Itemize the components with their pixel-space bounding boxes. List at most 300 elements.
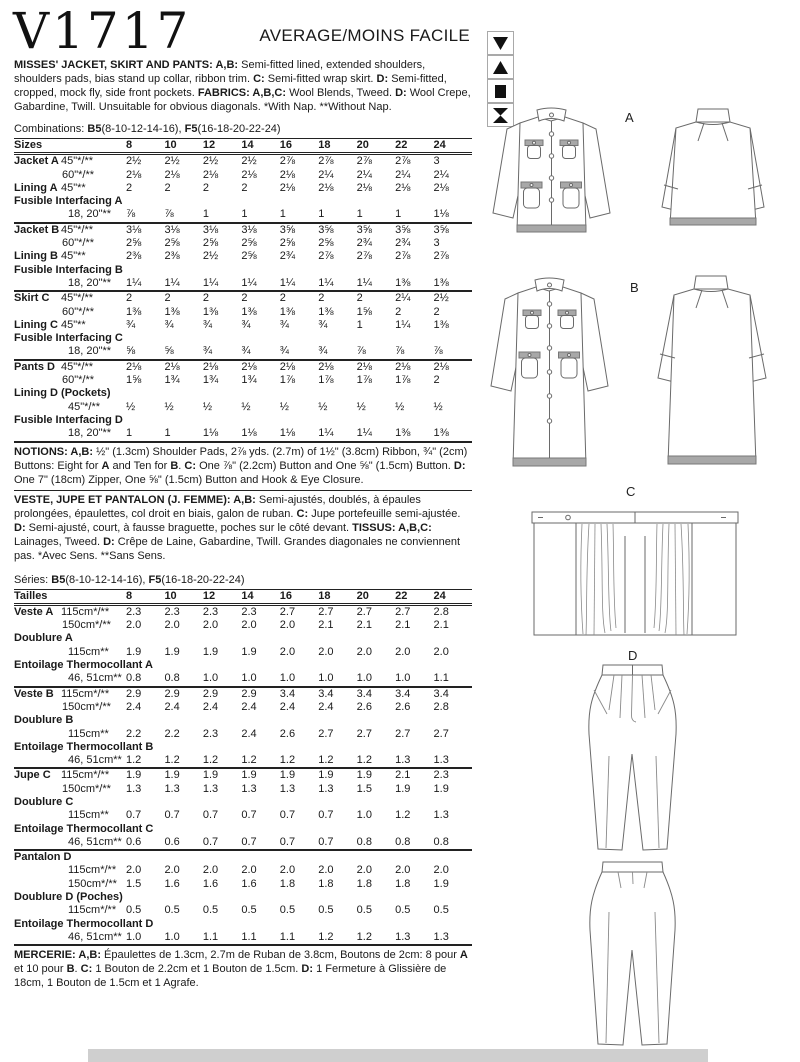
table-cell: ¾	[318, 318, 328, 331]
difficulty-label: AVERAGE/MOINS FACILE	[259, 26, 470, 45]
table-cell: 1⅜	[395, 276, 411, 289]
table-cell: 1.9	[433, 877, 449, 890]
table-row	[14, 904, 472, 917]
table-row	[14, 728, 472, 741]
table-cell: 2.4	[318, 700, 334, 713]
table-cell: 20	[356, 139, 369, 151]
table-cell: Pantalon D	[14, 851, 72, 864]
table-cell: 1.8	[318, 877, 334, 890]
table-cell: 2⅛	[126, 168, 142, 181]
table-cell: 24	[433, 589, 446, 602]
table-cell: 3⅝	[395, 223, 411, 236]
table-cell: Lining D (Pockets)	[14, 387, 111, 400]
table-row	[14, 264, 472, 277]
table-cell: 1⅜	[241, 305, 257, 318]
table-cell: 46, 51cm**	[68, 672, 122, 685]
table-cell: 1.0	[241, 672, 257, 685]
down-triangle-icon	[487, 31, 514, 55]
table-cell: 18, 20"**	[68, 208, 112, 221]
table-cell: 1¾	[241, 374, 257, 387]
table-cell: 2⅛	[164, 168, 180, 181]
table-cell: 2.0	[318, 864, 334, 877]
table-cell: 2.3	[241, 605, 257, 618]
table-cell: 2	[356, 292, 363, 305]
table-cell: 2⅞	[433, 250, 449, 263]
table-cell: ⅝	[164, 345, 174, 358]
up-triangle-icon	[487, 55, 514, 79]
table-cell: 0.8	[395, 835, 411, 848]
table-cell: Doublure A	[14, 632, 73, 645]
table-cell: 0.5	[279, 904, 296, 917]
table-cell: 1⅜	[433, 427, 449, 440]
table-cell: 1.2	[126, 754, 142, 767]
table-cell: 1	[356, 208, 363, 221]
table-cell: 2.2	[126, 727, 142, 740]
table-cell: 2.4	[241, 727, 257, 740]
table-cell: 2½	[202, 250, 219, 263]
table-row	[14, 823, 472, 836]
table-cell: 1.3	[433, 809, 449, 822]
table-cell: 2⅞	[356, 250, 372, 263]
combinations-line: Combinations: B5(8-10-12-14-16), F5(16-18-20-22-24)	[14, 122, 472, 139]
table-cell: 150cm*/**	[68, 877, 117, 890]
table-cell: 1.9	[202, 645, 219, 658]
jacket-b-back-drawing	[638, 274, 788, 474]
table-cell: 1.1	[279, 930, 296, 943]
table-cell: 1¼	[356, 276, 372, 289]
table-cell: 1.3	[126, 782, 142, 795]
table-cell: 2	[241, 292, 248, 305]
table-row	[14, 659, 472, 672]
table-cell: 1.5	[356, 782, 372, 795]
table-cell: ⅞	[164, 208, 174, 221]
table-cell: 18, 20"**	[68, 345, 112, 358]
table-cell: 2⅛	[395, 360, 411, 373]
table-cell: 1⅛	[241, 427, 257, 440]
table-cell: 0.7	[241, 835, 257, 848]
table-row	[14, 632, 472, 645]
table-cell: 2.0	[279, 619, 296, 632]
table-cell: 2⅝	[126, 237, 142, 250]
table-cell: ½	[279, 400, 289, 413]
table-cell: 3.4	[356, 687, 372, 700]
table-cell: 12	[202, 589, 216, 602]
table-cell: 150cm*/**	[62, 619, 111, 632]
pants-d-back-drawing	[578, 854, 688, 1054]
table-cell: Skirt C 45"*/**	[14, 292, 94, 305]
table-cell: 2	[202, 181, 209, 194]
table-cell: 3⅝	[279, 223, 296, 236]
table-cell: 2.7	[356, 605, 372, 618]
table-cell: 1.9	[433, 782, 449, 795]
table-cell: 2⅞	[395, 155, 411, 168]
table-cell: 2.7	[433, 727, 449, 740]
pattern-number: V1717	[13, 2, 192, 60]
yardage-table-metric	[14, 590, 472, 947]
table-cell: Lining A 45"**	[14, 181, 86, 194]
table-cell: 2.4	[126, 700, 142, 713]
table-cell: 2.9	[241, 687, 257, 700]
table-cell: 1.8	[356, 877, 372, 890]
table-cell: 1.1	[241, 930, 257, 943]
table-cell: 2	[126, 292, 133, 305]
table-cell: 1.6	[241, 877, 257, 890]
table-cell: 18	[318, 139, 331, 151]
table-cell: 2.6	[356, 700, 372, 713]
table-cell: 2.1	[395, 619, 411, 632]
text-column	[14, 58, 472, 990]
table-cell: Entoilage Thermocollant C	[14, 822, 154, 835]
table-cell: 2⅝	[318, 237, 334, 250]
table-cell: 2	[433, 374, 440, 387]
table-cell: 1	[164, 427, 171, 440]
table-cell: 2.4	[279, 700, 296, 713]
table-row	[14, 672, 472, 685]
table-cell: ¾	[279, 345, 289, 358]
table-cell: 2⅜	[126, 250, 142, 263]
table-cell: 1.9	[395, 782, 411, 795]
table-row	[14, 401, 472, 414]
table-cell: 1¼	[318, 427, 334, 440]
table-cell: 1¼	[279, 276, 296, 289]
table-cell: 0.7	[164, 809, 180, 822]
table-cell: 2.0	[126, 619, 142, 632]
table-cell: 2.3	[202, 605, 219, 618]
table-cell: 2⅛	[164, 360, 180, 373]
table-cell: 1.9	[279, 769, 296, 782]
table-cell: 2	[318, 292, 325, 305]
table-row	[14, 754, 472, 767]
table-row	[14, 849, 472, 864]
table-cell: 1⅛	[202, 427, 219, 440]
table-cell: 115cm*/**	[68, 864, 117, 877]
table-cell: ¾	[318, 345, 328, 358]
table-cell: Entoilage Thermocollant A	[14, 659, 153, 672]
table-cell: 2.7	[318, 727, 334, 740]
table-cell: 1¼	[395, 318, 411, 331]
table-cell: 0.5	[126, 904, 142, 917]
table-cell: 2.7	[279, 605, 296, 618]
table-cell: 10	[164, 139, 177, 151]
table-cell: 1.0	[356, 809, 372, 822]
table-cell: 0.5	[164, 904, 180, 917]
table-cell: 2.0	[202, 864, 219, 877]
table-cell: 2.0	[433, 645, 449, 658]
table-cell: 2¼	[356, 168, 372, 181]
table-cell: ½	[433, 400, 443, 413]
table-cell: 0.7	[202, 835, 219, 848]
table-cell: 2¼	[433, 168, 449, 181]
table-cell: 2¼	[318, 168, 334, 181]
table-cell: 2⅛	[433, 360, 449, 373]
table-row	[14, 809, 472, 822]
table-cell: 2.1	[395, 769, 411, 782]
table-cell: 2⅜	[164, 250, 180, 263]
table-cell: 150cm*/**	[62, 700, 111, 713]
table-cell: 1⅜	[433, 318, 449, 331]
table-cell: 46, 51cm**	[68, 835, 122, 848]
table-cell: 16	[279, 139, 293, 151]
table-cell: 2.0	[433, 864, 449, 877]
table-cell: 115cm**	[68, 645, 109, 658]
table-cell: 0.5	[241, 904, 257, 917]
table-cell: 2½	[433, 292, 449, 305]
table-cell: 2.9	[164, 687, 180, 700]
table-row	[14, 222, 472, 237]
table-row	[14, 878, 472, 891]
table-cell: 2.1	[318, 619, 334, 632]
table-cell: 2.3	[126, 605, 142, 618]
table-cell: ¾	[202, 318, 213, 331]
table-row	[14, 345, 472, 358]
table-row	[14, 796, 472, 809]
table-cell: 2⅛	[126, 360, 142, 373]
table-cell: 0.5	[202, 904, 219, 917]
bottom-edge-band	[88, 1049, 708, 1062]
table-row	[14, 208, 472, 221]
table-cell: 0.5	[433, 904, 449, 917]
table-cell: 2⅛	[279, 360, 296, 373]
table-cell: 1	[356, 318, 363, 331]
table-cell: 2⅞	[318, 250, 334, 263]
table-cell: 3⅝	[318, 223, 334, 236]
table-cell: 2.0	[164, 619, 180, 632]
table-cell: Veste A 115cm*/**	[14, 605, 110, 618]
table-row	[14, 237, 472, 250]
table-cell: Doublure D (Poches)	[14, 891, 123, 904]
table-cell: Entoilage Thermocollant B	[14, 740, 154, 753]
table-cell: 60"*/**	[62, 168, 95, 181]
table-cell: 1.2	[279, 754, 296, 767]
table-cell: 2⅛	[318, 360, 334, 373]
table-cell: 1⅜	[202, 305, 219, 318]
table-cell: Fusible Interfacing C	[14, 332, 123, 345]
jacket-a-back-drawing	[642, 107, 784, 247]
table-cell: Doublure B	[14, 714, 74, 727]
table-cell: 1.9	[356, 769, 372, 782]
table-cell: 2.0	[395, 864, 411, 877]
table-cell: 1.2	[241, 754, 257, 767]
table-cell: 0.8	[126, 672, 142, 685]
table-cell: 22	[395, 139, 408, 151]
table-cell: 1⅜	[279, 305, 296, 318]
table-cell: 2¼	[395, 292, 411, 305]
table-cell: 1⅛	[279, 427, 296, 440]
table-cell: 1⅜	[164, 305, 180, 318]
table-cell: 1	[202, 208, 209, 221]
table-cell: 2.0	[164, 864, 180, 877]
table-cell: 1¾	[164, 374, 180, 387]
table-row	[14, 359, 472, 374]
table-cell: 1⅞	[279, 374, 296, 387]
table-row	[14, 374, 472, 387]
table-row	[14, 306, 472, 319]
table-cell: 8	[126, 589, 133, 602]
table-cell: 150cm*/**	[62, 782, 111, 795]
table-cell: 115cm**	[68, 727, 109, 740]
table-cell: 1.9	[126, 645, 142, 658]
table-cell: 8	[126, 139, 133, 151]
table-row	[14, 195, 472, 208]
table-cell: 0.5	[318, 904, 334, 917]
table-cell: ⅞	[356, 345, 366, 358]
table-cell: 1⅞	[356, 374, 372, 387]
description-english: MISSES' JACKET, SKIRT AND PANTS: A,B: Semi-fitted lined, extended shoulders, shoulders pads, bias stand up collar, ribbon trim. C: Semi-fitted wrap skirt. D: Semi-fitted, cropped, mock fly, side front pockets. FABRICS: A,B,C: Wool Blends, Tweed. D: Wool Crepe, Gabardine, Twill. Unsuitable for obvious diagonals. *With Nap. **Without Nap.	[14, 59, 471, 113]
table-cell: 2.1	[433, 619, 449, 632]
table-cell: 2.0	[241, 619, 257, 632]
table-cell: 1⅞	[318, 374, 334, 387]
table-cell: 0.7	[126, 809, 142, 822]
table-cell: 45"*/**	[68, 400, 101, 413]
table-cell: 0.8	[433, 835, 449, 848]
table-cell: ½	[318, 400, 328, 413]
table-cell: 2	[126, 181, 133, 194]
table-cell: 2¼	[395, 168, 411, 181]
table-cell: 1.3	[241, 782, 257, 795]
table-cell: 2.0	[356, 864, 372, 877]
table-cell: 3	[433, 155, 440, 168]
table-cell: Pants D 45"*/**	[14, 360, 94, 373]
table-row	[14, 783, 472, 796]
table-cell: 1⅜	[433, 276, 449, 289]
table-cell: Sizes	[14, 139, 43, 151]
table-cell: 1.9	[241, 769, 257, 782]
table-cell: 1.1	[202, 930, 219, 943]
table-cell: 1¼	[126, 276, 142, 289]
table-cell: 2½	[202, 155, 219, 168]
table-cell: 1.0	[318, 672, 334, 685]
table-cell: Fusible Interfacing D	[14, 413, 123, 426]
table-cell: 2.6	[279, 727, 296, 740]
table-cell: 2½	[164, 155, 180, 168]
table-cell: 1.8	[279, 877, 296, 890]
table-cell: 2¾	[395, 237, 411, 250]
table-cell: 2⅛	[318, 181, 334, 194]
table-cell: ¾	[241, 318, 251, 331]
table-cell: 1.0	[164, 930, 180, 943]
table-cell: 0.8	[164, 672, 180, 685]
table-cell: Tailles	[14, 589, 48, 602]
table-cell: 1.9	[164, 769, 180, 782]
table-cell: 2.0	[126, 864, 142, 877]
table-cell: 2	[164, 181, 171, 194]
table-cell: Lining C 45"**	[14, 318, 86, 331]
table-cell: 1	[241, 208, 248, 221]
table-cell: 1.5	[126, 877, 142, 890]
table-cell: 0.5	[356, 904, 372, 917]
pants-d-front-drawing	[576, 656, 690, 858]
table-row	[14, 387, 472, 400]
table-cell: 0.8	[356, 835, 372, 848]
table-cell: 1.3	[395, 754, 411, 767]
table-row	[14, 319, 472, 332]
table-cell: 2⅛	[356, 181, 372, 194]
table-cell: 2.0	[279, 645, 296, 658]
table-cell: 2.8	[433, 700, 449, 713]
table-cell: ¾	[279, 318, 289, 331]
table-cell: 2⅝	[241, 237, 257, 250]
table-cell: Lining B 45"**	[14, 250, 86, 263]
view-label-a: A	[625, 110, 634, 125]
table-cell: 0.5	[395, 904, 411, 917]
table-cell: 1.1	[433, 672, 449, 685]
table-row	[14, 414, 472, 427]
table-cell: ⅞	[433, 345, 443, 358]
table-cell: 1.8	[395, 877, 411, 890]
table-row	[14, 864, 472, 877]
view-label-d: D	[628, 648, 638, 663]
table-cell: 2.0	[202, 619, 219, 632]
table-cell: 3.4	[279, 687, 296, 700]
table-cell: 2⅝	[202, 237, 219, 250]
table-cell: 20	[356, 589, 369, 602]
table-cell: 1.3	[433, 930, 449, 943]
table-cell: 1.0	[126, 930, 142, 943]
table-cell: Jupe C 115cm*/**	[14, 769, 110, 782]
table-cell: 2.3	[202, 727, 219, 740]
table-cell: 2	[164, 292, 171, 305]
table-cell: ½	[164, 400, 174, 413]
table-cell: 1¼	[164, 276, 180, 289]
view-label-c: C	[626, 484, 636, 499]
table-cell: 2.7	[356, 727, 372, 740]
table-cell: 2⅝	[241, 250, 257, 263]
table-row	[14, 169, 472, 182]
table-cell: 0.7	[318, 809, 334, 822]
yardage-table-imperial	[14, 139, 472, 443]
jacket-a-front-drawing	[489, 106, 615, 248]
table-cell: ⅞	[395, 345, 405, 358]
table-cell: 1.6	[164, 877, 180, 890]
table-cell: ⅝	[126, 345, 136, 358]
table-cell: ½	[202, 400, 213, 413]
table-cell: 2.7	[395, 605, 411, 618]
table-cell: 2.1	[356, 619, 372, 632]
table-row	[14, 701, 472, 714]
table-cell: 0.7	[318, 835, 334, 848]
table-cell: 3.4	[433, 687, 449, 700]
table-cell: 2.4	[241, 700, 257, 713]
table-cell: 2⅛	[202, 168, 219, 181]
table-cell: 10	[164, 589, 177, 602]
table-row	[14, 250, 472, 263]
table-cell: 2⅞	[279, 155, 296, 168]
table-cell: 2⅛	[202, 360, 219, 373]
table-cell: 60"*/**	[62, 237, 95, 250]
table-row	[14, 918, 472, 931]
table-cell: 3.4	[318, 687, 334, 700]
table-row	[14, 646, 472, 659]
table-cell: 1¾	[202, 374, 219, 387]
table-cell: 1⅜	[395, 427, 411, 440]
table-cell: 18, 20"**	[68, 427, 112, 440]
table-cell: 2	[279, 292, 286, 305]
table-cell: Veste B 115cm*/**	[14, 687, 110, 700]
table-row	[14, 931, 472, 944]
table-cell: 2⅛	[279, 181, 296, 194]
table-cell: Jacket A 45"*/**	[14, 155, 94, 168]
table-cell: 60"*/**	[62, 305, 95, 318]
table-row	[14, 290, 472, 305]
table-row	[14, 182, 472, 195]
table-cell: 1⅜	[126, 305, 142, 318]
table-cell: 2½	[241, 155, 257, 168]
mercerie-text: MERCERIE: A,B: Épaulettes de 1.3cm, 2.7m de Ruban de 3.8cm, Boutons de 2cm: 8 pour A et 10 pour B. C: 1 Bouton de 2.2cm et 1 Bouton de 1.5cm. D: 1 Fermeture à Glissière de 18cm, 1 Bouton de 1.5cm et 1 Agrafe.	[14, 949, 468, 990]
table-cell: Jacket B 45"*/**	[14, 223, 94, 236]
table-cell: 18, 20"**	[68, 276, 112, 289]
table-cell: 1.9	[126, 769, 142, 782]
table-cell: 3⅛	[164, 223, 180, 236]
